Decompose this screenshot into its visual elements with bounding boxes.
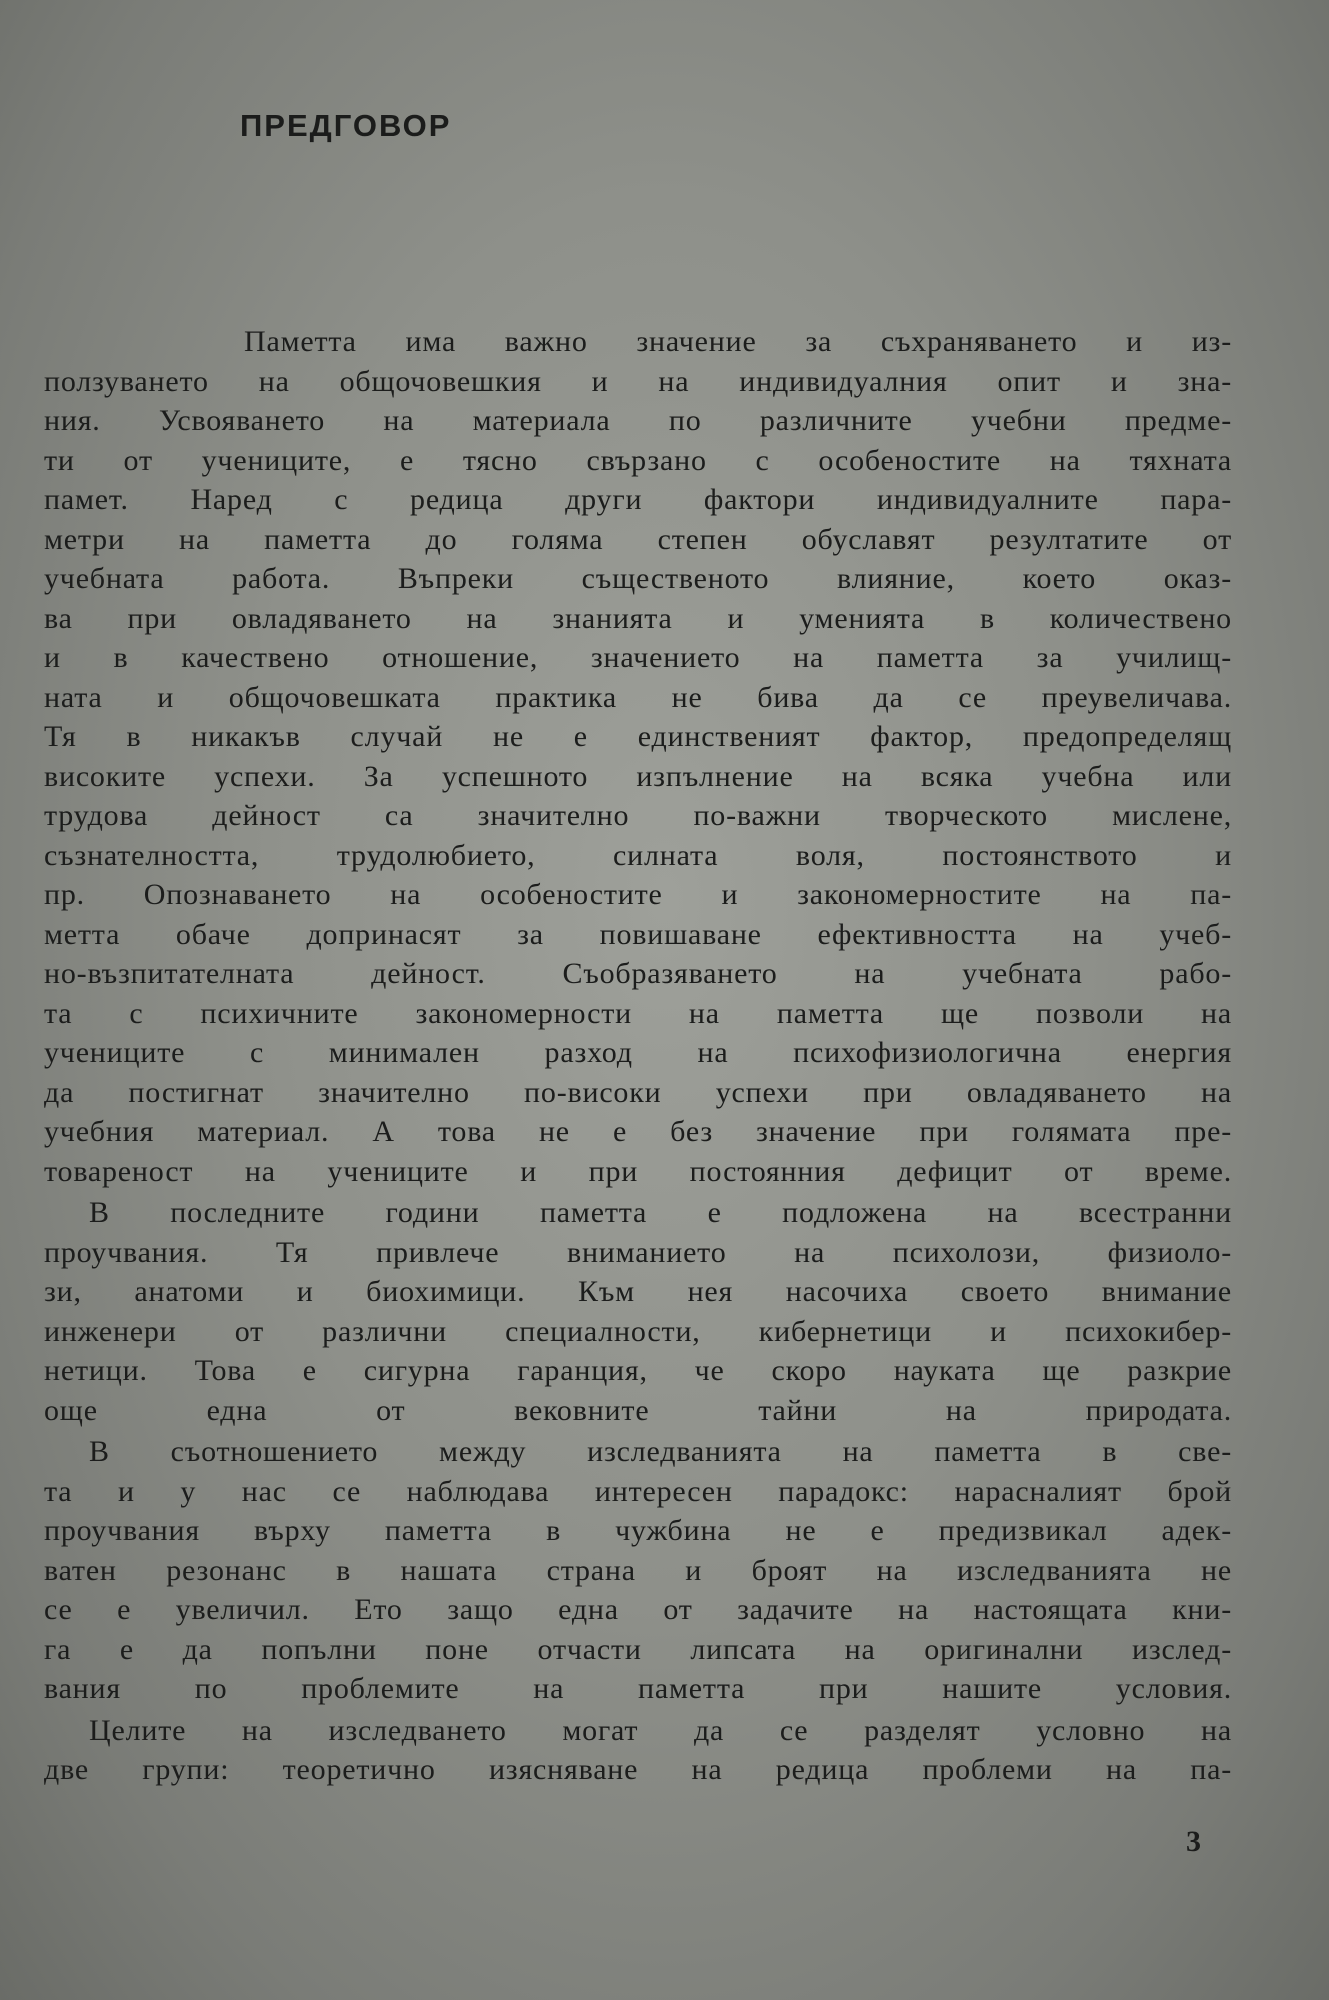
paragraph-4: Целите на изследването могат да се разделят условно на две групи: теоретично изясняване на редица проблеми на па- <box>44 1713 1232 1786</box>
body-text <box>44 322 1232 1792</box>
page-number: 3 <box>1186 1825 1201 1858</box>
paragraph-2: В последните години паметта е подложена на всестранни проучвания. Тя привлече вниманието на психолози, физиоло- зи, анатоми и биохимици. Към нея насочиха своето внимание инженери от различни специалности, кибернетици и психокибер- нетици. Това е сигурна гаранция, че скоро науката ще разкрие още една от вековните тайни на природата. <box>44 1196 1232 1427</box>
page-title: ПРЕДГОВОР <box>240 108 452 143</box>
paragraph-3: В съотношението между изследванията на паметта в све- та и у нас се наблюдава интересен парадокс: нарасналият брой проучвания върху паметта в чужбина не е предизвикал адек- ватен резонанс в нашата страна и броят на изследванията не се е увеличил. Ето защо една от задачите на настоящата кни- га е да попълни поне отчасти липсата на оригинални изслед- вания по проблемите на паметта при нашите условия. <box>44 1435 1232 1705</box>
paragraph-1: Паметта има важно значение за съхраняването и из- ползуването на общочовешкия и на индивидуалния опит и зна- ния. Усвояването на материала по различните учебни предме- ти от учениците, е тясно свързано с особеностите на тяхната памет. Наред с редица други фактори индивидуалните пара- метри на паметта до голяма степен обуславят резултатите от учебната работа. Въпреки същественото влияние, което оказ- ва при овладяването на знанията и уменията в количествено и в качествено отношение, значението на паметта за училищ- ната и общочовешката практика не бива да се преувеличава. Тя в никакъв случай не е единственият фактор, предопределящ високите успехи. За успешното изпълнение на всяка учебна или трудова дейност са значително по-важни творческото мислене, съзнателността, трудолюбието, силната воля, постоянството и пр. Опознаването на особеностите и закономерностите на па- метта обаче допринасят за повишаване ефективността на учеб- но-възпитателната дейност. Съобразяването на учебната рабо- та с психичните закономерности на паметта ще позволи на учениците с минимален разход на психофизиологична енергия да постигнат значително по-високи успехи при овладяването на учебния материал. А това не е без значение при голямата пре- товареност на учениците и при постоянния дефицит от време. <box>44 325 1232 1188</box>
